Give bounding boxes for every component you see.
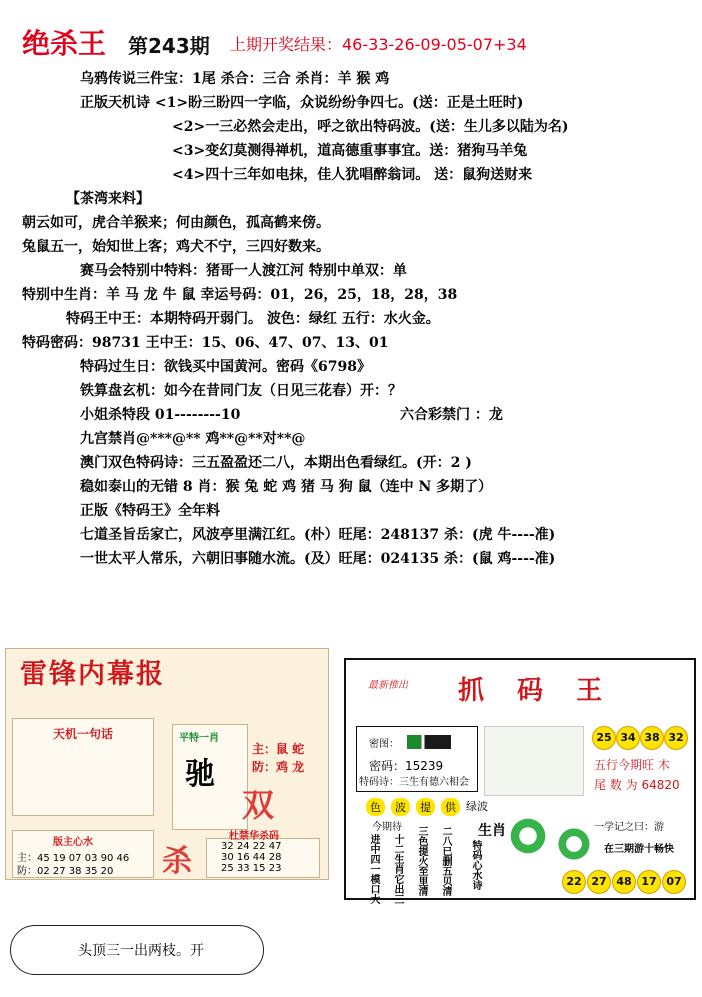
killnums-box bbox=[206, 831, 320, 878]
killnums-title: 杜禁华杀码 bbox=[229, 831, 279, 842]
aside-text: 六合彩禁门 ：龙 bbox=[400, 407, 503, 423]
color-tag: 波 bbox=[391, 798, 410, 816]
text-line: 特码密码：98731 王中王：15、06、47、07、13、01 bbox=[22, 335, 389, 351]
killnums-row: 32 24 22 47 bbox=[221, 841, 282, 852]
cloud-text: 头顶三一出两枝。开 bbox=[78, 943, 204, 959]
text-line: 朝云如可，虎合羊猴来；何由颜色，孤高鹤来傍。 bbox=[22, 215, 330, 231]
bottom-ball: 22 bbox=[562, 870, 586, 894]
wuxing-text: 五行今期旺 木 bbox=[594, 758, 670, 772]
col-head: 今期待 bbox=[372, 822, 402, 833]
right-note2: 在三期游十畅快 bbox=[604, 844, 674, 855]
killnums-row: 25 33 15 23 bbox=[221, 863, 282, 874]
tianji-label: 天机一句话 bbox=[53, 727, 114, 741]
shamrock-icon bbox=[508, 816, 548, 856]
zhu-nums: 主：45 19 07 03 90 46 bbox=[17, 853, 130, 864]
pingte-box bbox=[172, 724, 248, 830]
text-line: 正版《特码王》全年料 bbox=[80, 503, 220, 519]
color-tag: 提 bbox=[416, 798, 435, 816]
pingte-char: 驰 bbox=[185, 757, 215, 792]
sheng-col: 特码心水诗 bbox=[470, 840, 481, 890]
text-line: 特别中生肖：羊 马 龙 牛 鼠 幸运号码：01，26，25，18，28，38 bbox=[22, 287, 458, 303]
vertical-col: 三色提火至里清 bbox=[416, 826, 427, 896]
bottom-ball: 48 bbox=[612, 870, 636, 894]
top-ball: 34 bbox=[616, 726, 640, 750]
color-tag: 色 bbox=[366, 798, 385, 816]
text-line: 稳如泰山的无错 8 肖：猴 兔 蛇 鸡 猪 马 狗 鼠（连中 N 多期了） bbox=[80, 479, 493, 495]
mitu-icon bbox=[407, 735, 451, 749]
poem-text: 特码诗：三生有德六相会 bbox=[359, 777, 469, 788]
text-line: 七道圣旨岳家亡，风波亭里满江红。(朴）旺尾：248137 杀：(虎 牛----准) bbox=[80, 527, 556, 543]
issue-number: 第243期 bbox=[128, 34, 210, 58]
tianji-box bbox=[12, 718, 154, 816]
banzhu-label: 版主心水 bbox=[53, 837, 93, 848]
left-panel-title: 雷锋内幕报 bbox=[20, 659, 165, 690]
color-tags bbox=[366, 798, 488, 816]
bottom-ball: 07 bbox=[662, 870, 686, 894]
top-ball: 32 bbox=[664, 726, 688, 750]
text-line: 正版天机诗 <1>盼三盼四一字临，众说纷纷争四七。(送：正是土旺时) bbox=[80, 95, 524, 111]
section-label: 【茶湾来料】 bbox=[66, 191, 150, 207]
pingte-label: 平特一肖 bbox=[179, 733, 219, 744]
zhu-text: 主：鼠 蛇 bbox=[252, 742, 305, 756]
text-line: 一世太平人常乐，六朝旧事随水流。(及）旺尾：024135 杀：(鼠 鸡----准) bbox=[80, 551, 556, 567]
text-line: 九宫禁肖@***@** 鸡**@**对**@ bbox=[80, 431, 306, 447]
painting-image bbox=[484, 726, 584, 796]
vertical-col: 二八已删五贝清 bbox=[440, 826, 451, 896]
text-line: 赛马会特别中特料：猪哥一人渡江河 特别中单双：单 bbox=[80, 263, 407, 279]
bottom-ball: 17 bbox=[637, 870, 661, 894]
text-line: 特码王中王：本期特码开弱门。 波色：绿红 五行：水火金。 bbox=[66, 311, 440, 327]
last-result: 上期开奖结果：46-33-26-09-05-07+34 bbox=[230, 35, 527, 54]
banzhu-box bbox=[12, 830, 154, 878]
text-line: 兔鼠五一，始知世上客；鸡犬不宁，三四好数来。 bbox=[22, 239, 330, 255]
mitu-label: 密图： bbox=[369, 739, 399, 750]
right-note: 一学记之曰：游 bbox=[594, 822, 664, 833]
text-line: 乌鸦传说三件宝：1尾 杀合：三合 杀肖：羊 猴 鸡 bbox=[80, 71, 390, 87]
mima-text: 密码：15239 bbox=[369, 759, 444, 773]
vertical-col: 进中四一模口大 bbox=[368, 834, 379, 904]
shuang-char: 双 bbox=[242, 786, 275, 824]
sha-char: 杀 bbox=[162, 844, 192, 879]
bottom-ball: 27 bbox=[587, 870, 611, 894]
text-line: <2>一三必然会走出，呼之欲出特码波。(送：生儿多以陆为名) bbox=[172, 119, 569, 135]
sheng-label: 生肖 bbox=[478, 823, 506, 839]
fang-nums: 防：02 27 38 35 20 bbox=[17, 866, 114, 877]
top-ball: 25 bbox=[592, 726, 616, 750]
color-tag-tail: 绿波 bbox=[466, 800, 488, 813]
text-line: 特码过生日：欲钱买中国黄河。密码《6798》 bbox=[80, 359, 371, 375]
text-line: 小姐杀特段 01--------10 bbox=[80, 407, 241, 423]
vertical-col: 十二生肖它出三 bbox=[392, 834, 403, 904]
text-line: <4>四十三年如电抹，佳人犹唱醉翁词。 送：鼠狗送财来 bbox=[172, 167, 533, 183]
shamrock-icon bbox=[556, 826, 592, 862]
killnums-row: 30 16 44 28 bbox=[221, 852, 282, 863]
text-line: <3>变幻莫测得禅机，道高德重事事宜。送：猪狗马羊兔 bbox=[172, 143, 528, 159]
weishu-text: 尾 数 为 64820 bbox=[594, 778, 680, 792]
color-tag: 供 bbox=[441, 798, 460, 816]
page-title: 绝杀王 bbox=[22, 27, 107, 60]
top-ball: 38 bbox=[640, 726, 664, 750]
right-panel-title: 抓 码 王 bbox=[458, 676, 615, 706]
fang-text: 防：鸡 龙 bbox=[252, 760, 305, 774]
new-tag: 最新推出 bbox=[368, 680, 408, 691]
text-line: 澳门双色特码诗：三五盈盈还二八，本期出色看绿红。(开：2 ) bbox=[80, 455, 472, 471]
mima-box bbox=[356, 726, 478, 792]
text-line: 铁算盘玄机：如今在昔同门友（日见三花春）开：？ bbox=[80, 383, 402, 399]
